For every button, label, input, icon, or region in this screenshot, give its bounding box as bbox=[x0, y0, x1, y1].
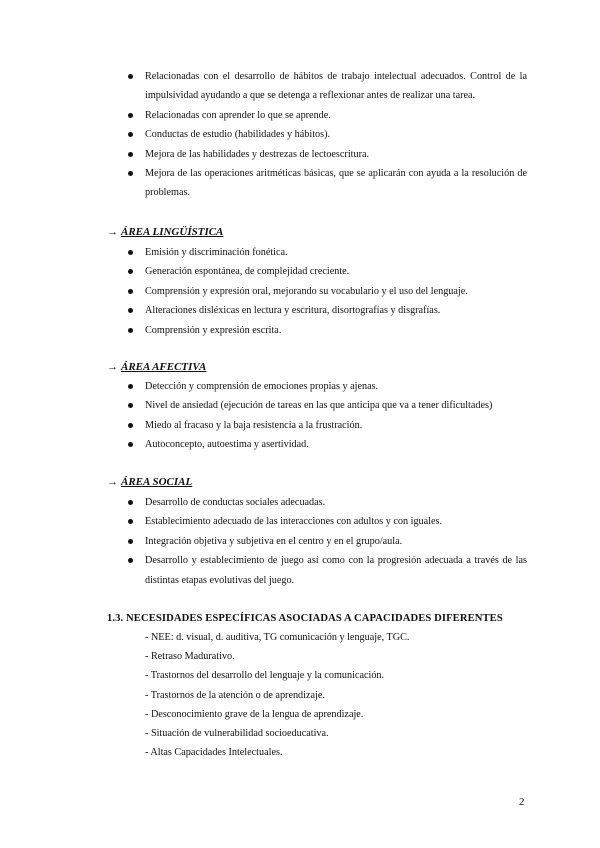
bullet-icon bbox=[128, 250, 133, 255]
bullet-icon bbox=[128, 403, 133, 408]
bullet-icon bbox=[128, 269, 133, 274]
area-afectiva-list bbox=[107, 377, 527, 455]
bullet-icon bbox=[128, 423, 133, 428]
bullet-icon bbox=[128, 132, 133, 137]
list-item: Alteraciones disléxicas en lectura y escritura, disortografías y disgrafías. bbox=[107, 301, 527, 320]
area-afectiva-heading: → ÁREA AFECTIVA bbox=[107, 361, 207, 373]
bullet-icon bbox=[128, 328, 133, 333]
list-item: Autoconcepto, autoestima y asertividad. bbox=[107, 435, 527, 454]
list-item: Detección y comprensión de emociones propias y ajenas. bbox=[107, 377, 527, 396]
list-item: Comprensión y expresión escrita. bbox=[107, 321, 527, 340]
list-item: Comprensión y expresión oral, mejorando su vocabulario y el uso del lenguaje. bbox=[107, 282, 527, 301]
page-number: 2 bbox=[519, 796, 525, 808]
bullet-icon bbox=[128, 558, 133, 563]
list-item: - NEE: d. visual, d. auditiva, TG comunicación y lenguaje, TGC. bbox=[145, 632, 410, 643]
bullet-icon bbox=[128, 113, 133, 118]
bullet-icon bbox=[128, 384, 133, 389]
list-item: - Altas Capacidades Intelectuales. bbox=[145, 747, 283, 759]
area-social-heading: → ÁREA SOCIAL bbox=[107, 476, 193, 488]
section-heading: 1.3. NECESIDADES ESPECÍFICAS ASOCIADAS A CAPACIDADES DIFERENTES bbox=[107, 613, 503, 624]
bullet-icon bbox=[128, 171, 133, 176]
list-item: Conductas de estudio (habilidades y hábitos). bbox=[107, 125, 527, 144]
bullet-icon bbox=[128, 442, 133, 447]
list-item: Mejora de las habilidades y destrezas de lectoescritura. bbox=[107, 145, 527, 164]
area-linguistica-list bbox=[107, 243, 527, 340]
arrow-right-icon: → bbox=[107, 226, 118, 238]
list-item: - Desconocimiento grave de la lengua de aprendizaje. bbox=[145, 708, 364, 720]
intro-bullet-list bbox=[107, 67, 527, 203]
list-item: Generación espontánea, de complejidad creciente. bbox=[107, 262, 527, 281]
bullet-icon bbox=[128, 152, 133, 157]
list-item: - Trastornos de la atención o de aprendizaje. bbox=[145, 689, 325, 701]
bullet-icon bbox=[128, 539, 133, 544]
arrow-right-icon: → bbox=[107, 476, 118, 488]
list-item: Relacionadas con el desarrollo de hábitos de trabajo intelectual adecuados. Control de la impulsividad ayudando a que se detenga a reflexionar antes de realizar una tarea. bbox=[107, 67, 527, 106]
list-item: Establecimiento adecuado de las interacciones con adultos y con iguales. bbox=[107, 512, 527, 531]
list-item: Desarrollo y establecimiento de juego así como con la progresión adecuada a través de las distintas etapas evolutivas del juego. bbox=[107, 551, 527, 590]
list-item: - Trastornos del desarrollo del lenguaje y la comunicación. bbox=[145, 670, 385, 682]
list-item: Relacionadas con aprender lo que se aprende. bbox=[107, 106, 527, 125]
section-dash-list bbox=[145, 628, 525, 762]
list-item: Integración objetiva y subjetiva en el centro y en el grupo/aula. bbox=[107, 532, 527, 551]
list-item: Nivel de ansiedad (ejecución de tareas en las que anticipa que va a tener dificultades) bbox=[107, 396, 527, 415]
area-social-list bbox=[107, 493, 527, 590]
arrow-right-icon: → bbox=[107, 361, 118, 373]
list-item: Miedo al fracaso y la baja resistencia a la frustración. bbox=[107, 416, 527, 435]
bullet-icon bbox=[128, 500, 133, 505]
area-linguistica-heading: → ÁREA LINGÜÍSTICA bbox=[107, 226, 224, 238]
list-item: Emisión y discriminación fonética. bbox=[107, 243, 527, 262]
list-item: - Situación de vulnerabilidad socioeducativa. bbox=[145, 728, 329, 740]
bullet-icon bbox=[128, 289, 133, 294]
list-item: Desarrollo de conductas sociales adecuadas. bbox=[107, 493, 527, 512]
bullet-icon bbox=[128, 519, 133, 524]
list-item: - Retraso Madurativo. bbox=[145, 651, 235, 663]
bullet-icon bbox=[128, 74, 133, 79]
bullet-icon bbox=[128, 308, 133, 313]
list-item: Mejora de las operaciones aritméticas básicas, que se aplicarán con ayuda a la resolución de problemas. bbox=[107, 164, 527, 203]
